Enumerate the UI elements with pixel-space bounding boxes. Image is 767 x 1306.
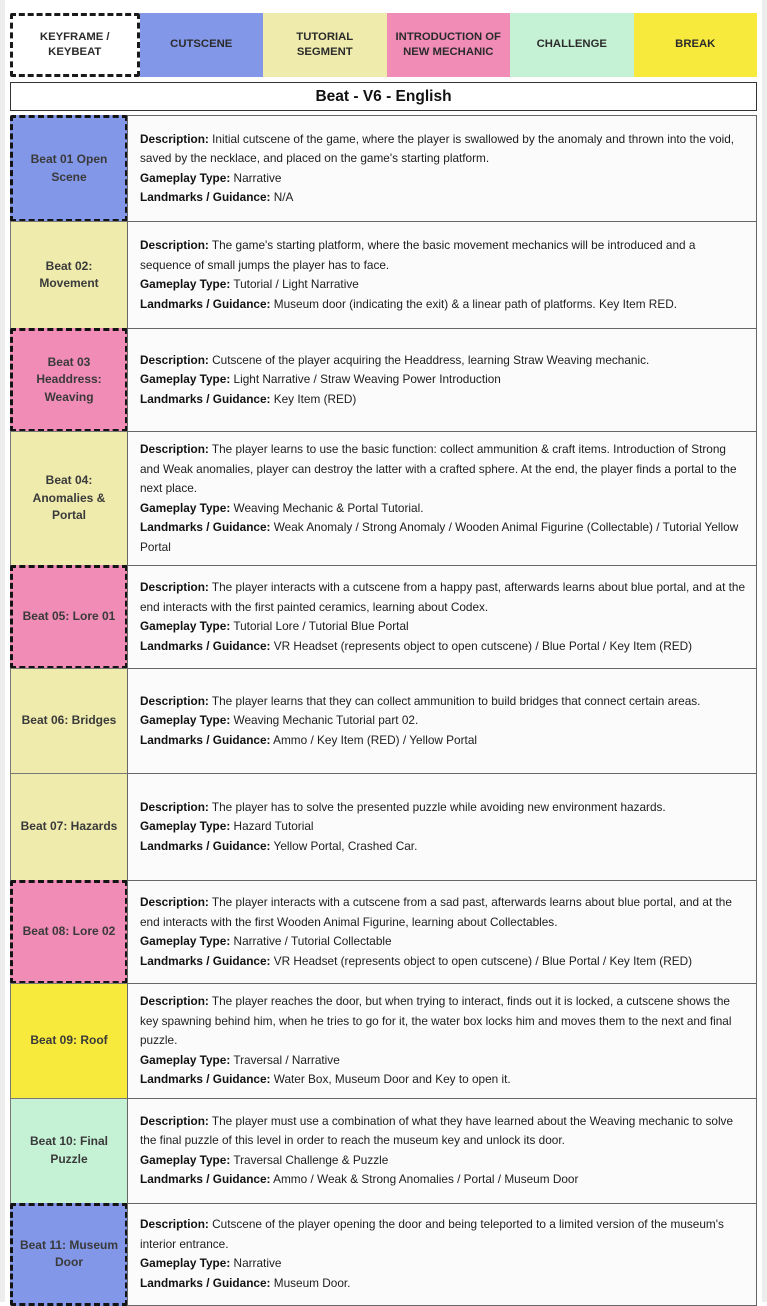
beat-label: Beat 01 Open Scene [19, 151, 119, 186]
beat-details-cell [127, 431, 757, 566]
beat-details-cell [127, 1203, 757, 1306]
beat-gameplay-type: Gameplay Type: Narrative / Tutorial Collectable [140, 932, 746, 952]
beat-details-cell [127, 773, 757, 881]
beat-gameplay-type: Gameplay Type: Traversal / Narrative [140, 1051, 746, 1071]
beat-label-cell [10, 773, 128, 881]
beat-details-cell [127, 668, 757, 774]
beat-sheet-page [10, 13, 757, 1306]
legend-item-break [634, 13, 758, 77]
beat-landmarks: Landmarks / Guidance: Ammo / Key Item (RED) / Yellow Portal [140, 731, 746, 751]
beat-label: Beat 08: Lore 02 [23, 923, 116, 941]
beat-label-cell [10, 431, 128, 566]
legend-item-keyframe-keybeat [10, 13, 140, 77]
legend-label: CHALLENGE [537, 37, 607, 53]
beat-landmarks: Landmarks / Guidance: N/A [140, 188, 746, 208]
beat-gameplay-type: Gameplay Type: Narrative [140, 1254, 746, 1274]
beat-label-cell [10, 880, 128, 984]
beat-gameplay-type: Gameplay Type: Hazard Tutorial [140, 817, 746, 837]
beat-landmarks: Landmarks / Guidance: Key Item (RED) [140, 390, 746, 410]
page-edge-right [762, 0, 767, 1302]
beat-row [10, 431, 757, 566]
beat-row [10, 565, 757, 669]
legend-label: KEYFRAME / KEYBEAT [21, 30, 129, 61]
beat-landmarks: Landmarks / Guidance: Museum Door. [140, 1274, 746, 1294]
beat-description: Description: Cutscene of the player acquiring the Headdress, learning Straw Weaving mechanic. [140, 351, 746, 371]
legend-label: INTRODUCTION OF NEW MECHANIC [395, 30, 503, 61]
beat-row [10, 880, 757, 984]
page-edge-left [0, 0, 5, 1302]
legend-item-tutorial-segment [263, 13, 387, 77]
beat-label-cell [10, 668, 128, 774]
category-legend [10, 13, 757, 77]
beat-row [10, 1203, 757, 1306]
beat-description: Description: The player interacts with a cutscene from a sad past, afterwards learns about blue portal, and at the end interacts with the first Wooden Animal Figurine, learning about Collectables. [140, 893, 746, 932]
legend-label: BREAK [675, 37, 715, 53]
beat-landmarks: Landmarks / Guidance: VR Headset (represents object to open cutscene) / Blue Portal / Key Item (RED) [140, 952, 746, 972]
beat-details-cell [127, 328, 757, 432]
beat-description: Description: The player reaches the door, but when trying to interact, finds out it is locked, a cutscene shows the key spawning behind him, when he tries to go for it, the water box locks him and moves them to the next and final puzzle. [140, 992, 746, 1051]
page-title: Beat - V6 - English [315, 88, 451, 106]
beat-description: Description: The player interacts with a cutscene from a happy past, afterwards learns about blue portal, and at the end interacts with the first painted ceramics, learning about Codex. [140, 578, 746, 617]
beat-landmarks: Landmarks / Guidance: Water Box, Museum Door and Key to open it. [140, 1070, 746, 1090]
beat-details-cell [127, 1098, 757, 1204]
beat-description: Description: The game's starting platform, where the basic movement mechanics will be introduced and a sequence of small jumps the player has to face. [140, 236, 746, 275]
legend-label: CUTSCENE [170, 37, 232, 53]
beat-landmarks: Landmarks / Guidance: Yellow Portal, Crashed Car. [140, 837, 746, 857]
beat-label: Beat 03 Headdress: Weaving [19, 354, 119, 407]
title-bar [10, 82, 757, 111]
beat-row [10, 221, 757, 329]
beat-details-cell [127, 880, 757, 984]
beat-gameplay-type: Gameplay Type: Light Narrative / Straw Weaving Power Introduction [140, 370, 746, 390]
beat-landmarks: Landmarks / Guidance: Weak Anomaly / Strong Anomaly / Wooden Animal Figurine (Collectable) / Tutorial Yellow Portal [140, 518, 746, 557]
beat-landmarks: Landmarks / Guidance: Museum door (indicating the exit) & a linear path of platforms. Key Item RED. [140, 295, 746, 315]
beat-label-cell [10, 983, 128, 1099]
beat-label-cell [10, 1203, 128, 1306]
beat-label: Beat 10: Final Puzzle [17, 1133, 121, 1168]
legend-item-introduction-of-new-mechanic [387, 13, 511, 77]
beat-row [10, 1098, 757, 1204]
beat-label: Beat 06: Bridges [22, 712, 117, 730]
beat-row [10, 115, 757, 222]
beat-description: Description: The player learns that they can collect ammunition to build bridges that connect certain areas. [140, 692, 746, 712]
beat-details-cell [127, 983, 757, 1099]
legend-item-challenge [510, 13, 634, 77]
beat-landmarks: Landmarks / Guidance: Ammo / Weak & Strong Anomalies / Portal / Museum Door [140, 1170, 746, 1190]
beat-label-cell [10, 328, 128, 432]
legend-label: TUTORIAL SEGMENT [271, 30, 379, 61]
beat-label: Beat 02: Movement [17, 258, 121, 293]
beat-description: Description: The player has to solve the presented puzzle while avoiding new environment hazards. [140, 798, 746, 818]
beat-gameplay-type: Gameplay Type: Weaving Mechanic & Portal Tutorial. [140, 499, 746, 519]
beat-gameplay-type: Gameplay Type: Tutorial / Light Narrative [140, 275, 746, 295]
beat-label: Beat 07: Hazards [21, 818, 118, 836]
beat-label: Beat 11: Museum Door [19, 1237, 119, 1272]
beat-label-cell [10, 115, 128, 222]
beat-details-cell [127, 221, 757, 329]
beat-label-cell [10, 1098, 128, 1204]
beat-gameplay-type: Gameplay Type: Narrative [140, 169, 746, 189]
beat-description: Description: The player learns to use the basic function: collect ammunition & craft items. Introduction of Strong and Weak anomalies, player can destroy the latter with a crafted sphere. At the end, the player finds a portal to the next place. [140, 440, 746, 499]
beat-gameplay-type: Gameplay Type: Weaving Mechanic Tutorial part 02. [140, 711, 746, 731]
beat-label: Beat 05: Lore 01 [23, 608, 116, 626]
beat-description: Description: Initial cutscene of the game, where the player is swallowed by the anomaly and thrown into the void, saved by the necklace, and placed on the game's starting platform. [140, 130, 746, 169]
beat-description: Description: Cutscene of the player opening the door and being teleported to a limited version of the museum's interior entrance. [140, 1215, 746, 1254]
beat-gameplay-type: Gameplay Type: Traversal Challenge & Puzzle [140, 1151, 746, 1171]
beat-label-cell [10, 565, 128, 669]
beat-details-cell [127, 115, 757, 222]
beat-row [10, 773, 757, 881]
beat-rows [10, 115, 757, 1306]
legend-item-cutscene [140, 13, 264, 77]
beat-landmarks: Landmarks / Guidance: VR Headset (represents object to open cutscene) / Blue Portal / Key Item (RED) [140, 637, 746, 657]
beat-gameplay-type: Gameplay Type: Tutorial Lore / Tutorial Blue Portal [140, 617, 746, 637]
beat-description: Description: The player must use a combination of what they have learned about the Weaving mechanic to solve the final puzzle of this level in order to reach the museum key and unlock its door. [140, 1112, 746, 1151]
beat-label: Beat 09: Roof [30, 1032, 107, 1050]
beat-label-cell [10, 221, 128, 329]
beat-details-cell [127, 565, 757, 669]
beat-row [10, 668, 757, 774]
beat-label: Beat 04: Anomalies & Portal [17, 472, 121, 525]
beat-row [10, 983, 757, 1099]
beat-row [10, 328, 757, 432]
